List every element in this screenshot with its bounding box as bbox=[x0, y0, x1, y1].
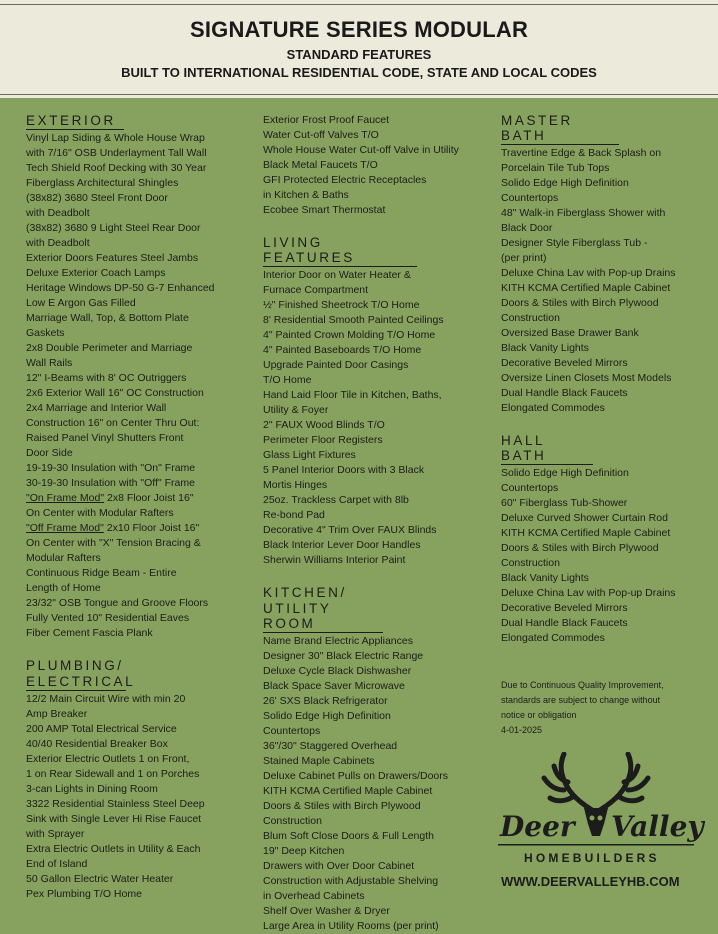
list-item: Decorative 4" Trim Over FAUX Blinds bbox=[263, 524, 437, 536]
header bbox=[0, 0, 718, 98]
list-item: 2x8 Double Perimeter and Marriage bbox=[26, 342, 193, 354]
list-item: On Center with Modular Rafters bbox=[26, 507, 174, 519]
kitchen-title: KITCHEN/ bbox=[263, 585, 347, 600]
list-item: Countertops bbox=[501, 482, 559, 494]
list-item: Designer Style Fiberglass Tub - bbox=[501, 237, 648, 249]
list-item: Utility & Foyer bbox=[263, 404, 329, 416]
list-item: Perimeter Floor Registers bbox=[263, 434, 383, 446]
exterior-list bbox=[26, 131, 254, 491]
column-left bbox=[26, 113, 254, 902]
list-item: Fiberglass Architectural Shingles bbox=[26, 177, 179, 189]
list-item: Tech Shield Roof Decking with 30 Year bbox=[26, 162, 207, 174]
off-frame-mod-link: "Off Frame Mod" bbox=[26, 522, 104, 534]
off-frame-text: 2x10 Floor Joist 16" bbox=[103, 522, 200, 534]
list-item: Raised Panel Vinyl Shutters Front bbox=[26, 432, 184, 444]
list-item: Exterior Frost Proof Faucet bbox=[263, 114, 390, 126]
list-item: 2x4 Marriage and Interior Wall bbox=[26, 402, 167, 414]
list-item: Porcelain Tile Tub Tops bbox=[501, 162, 610, 174]
list-item: ½" Finished Sheetrock T/O Home bbox=[263, 299, 420, 311]
list-item: Black Space Saver Microwave bbox=[263, 680, 405, 692]
on-frame-mod-link: "On Frame Mod" bbox=[26, 492, 105, 504]
list-item: Due to Continuous Quality Improvement, bbox=[501, 680, 664, 690]
list-item: (per print) bbox=[501, 252, 547, 264]
list-item: Countertops bbox=[501, 192, 559, 204]
list-item: Doors & Stiles with Birch Plywood bbox=[263, 800, 421, 812]
list-item: 2" FAUX Wood Blinds T/O bbox=[263, 419, 385, 431]
hall-bath-list bbox=[501, 466, 711, 646]
list-item: 3322 Residential Stainless Steel Deep bbox=[26, 798, 205, 810]
list-item: Construction with Adjustable Shelving bbox=[263, 875, 439, 887]
list-item: 36"/30" Staggered Overhead bbox=[263, 740, 398, 752]
exterior-list-continued bbox=[26, 536, 254, 641]
list-item: Gaskets bbox=[26, 327, 65, 339]
list-item: Designer 30" Black Electric Range bbox=[263, 650, 424, 662]
list-item: Vinyl Lap Siding & Whole House Wrap bbox=[26, 132, 205, 144]
list-item: Solido Edge High Definition bbox=[501, 467, 629, 479]
logo-homebuilders: HOMEBUILDERS bbox=[524, 851, 660, 865]
column-middle bbox=[263, 113, 493, 934]
list-item: Black Vanity Lights bbox=[501, 342, 589, 354]
website-url: WWW.DEERVALLEYHB.COM bbox=[501, 874, 680, 889]
list-item: in Overhead Cabinets bbox=[263, 890, 365, 902]
misc-features-list bbox=[263, 113, 493, 218]
plumbing-list bbox=[26, 692, 254, 902]
list-item: with Deadbolt bbox=[26, 237, 90, 249]
logo-valley: Valley bbox=[611, 810, 704, 843]
list-item: Solido Edge High Definition bbox=[263, 710, 391, 722]
list-item: Exterior Electric Outlets 1 on Front, bbox=[26, 753, 190, 765]
list-item: 19-19-30 Insulation with "On" Frame bbox=[26, 462, 196, 474]
list-item: Blum Soft Close Doors & Full Length bbox=[263, 830, 434, 842]
list-item: 2x6 Exterior Wall 16" OC Construction bbox=[26, 387, 204, 399]
list-item: Ecobee Smart Thermostat bbox=[263, 204, 386, 216]
list-item: with 7/16" OSB Underlayment Tall Wall bbox=[26, 147, 207, 159]
list-item: Solido Edge High Definition bbox=[501, 177, 629, 189]
header-rule-bottom bbox=[0, 94, 718, 95]
list-item: (38x82) 3680 Steel Front Door bbox=[26, 192, 168, 204]
master-bath-title: MASTER BATH bbox=[501, 113, 619, 145]
list-item: Doors & Stiles with Birch Plywood bbox=[501, 542, 659, 554]
list-item: Countertops bbox=[263, 725, 321, 737]
list-item: Furnace Compartment bbox=[263, 284, 369, 296]
list-item: Drawers with Over Door Cabinet bbox=[263, 860, 415, 872]
disclaimer-note bbox=[501, 678, 711, 738]
list-item: Continuous Ridge Beam - Entire bbox=[26, 567, 177, 579]
list-item: standards are subject to change without bbox=[501, 695, 661, 705]
list-item: Black Vanity Lights bbox=[501, 572, 589, 584]
list-item: 12" I-Beams with 8' OC Outriggers bbox=[26, 372, 187, 384]
list-item: Deluxe China Lav with Pop-up Drains bbox=[501, 267, 676, 279]
page-subtitle: STANDARD FEATURES bbox=[286, 47, 432, 62]
list-item: Construction 16" on Center Thru Out: bbox=[26, 417, 200, 429]
list-item bbox=[26, 521, 254, 536]
list-item: Deluxe China Lav with Pop-up Drains bbox=[501, 587, 676, 599]
list-item: Dual Handle Black Faucets bbox=[501, 387, 628, 399]
list-item: 12/2 Main Circuit Wire with min 20 bbox=[26, 693, 186, 705]
list-item: Water Cut-off Valves T/O bbox=[263, 129, 379, 141]
electrical-title: ELECTRICAL bbox=[26, 674, 136, 689]
list-item: Fully Vented 10" Residential Eaves bbox=[26, 612, 190, 624]
list-item: in Kitchen & Baths bbox=[263, 189, 349, 201]
list-item: On Center with "X" Tension Bracing & bbox=[26, 537, 201, 549]
list-item: KITH KCMA Certified Maple Cabinet bbox=[263, 785, 433, 797]
list-item: Construction bbox=[501, 312, 560, 324]
list-item: Name Brand Electric Appliances bbox=[263, 635, 413, 647]
list-item: KITH KCMA Certified Maple Cabinet bbox=[501, 282, 671, 294]
list-item: with Sprayer bbox=[26, 828, 85, 840]
list-item: 25oz. Trackless Carpet with 8lb bbox=[263, 494, 409, 506]
list-item: Length of Home bbox=[26, 582, 101, 594]
list-item: Pex Plumbing T/O Home bbox=[26, 888, 142, 900]
list-item: GFI Protected Electric Receptacles bbox=[263, 174, 427, 186]
list-item: 3-can Lights in Dining Room bbox=[26, 783, 158, 795]
list-item: Large Area in Utility Rooms (per print) bbox=[263, 920, 439, 932]
list-item: notice or obligation bbox=[501, 710, 577, 720]
list-item: 4-01-2025 bbox=[501, 725, 543, 735]
page-title: SIGNATURE SERIES MODULAR bbox=[189, 17, 529, 42]
column-right bbox=[501, 113, 711, 738]
list-item: Exterior Doors Features Steel Jambs bbox=[26, 252, 199, 264]
list-item: 1 on Rear Sidewall and 1 on Porches bbox=[26, 768, 200, 780]
list-item: Marriage Wall, Top, & Bottom Plate bbox=[26, 312, 189, 324]
list-item: Glass Light Fixtures bbox=[263, 449, 356, 461]
living-list bbox=[263, 268, 493, 568]
list-item: End of Island bbox=[26, 858, 88, 870]
list-item: 60" Fiberglass Tub-Shower bbox=[501, 497, 628, 509]
list-item: Deluxe Curved Shower Curtain Rod bbox=[501, 512, 668, 524]
list-item: Travertine Edge & Back Splash on bbox=[501, 147, 662, 159]
list-item: 19" Deep Kitchen bbox=[263, 845, 345, 857]
list-item: Elongated Commodes bbox=[501, 402, 605, 414]
list-item: Black Metal Faucets T/O bbox=[263, 159, 378, 171]
list-item: 48" Walk-in Fiberglass Shower with bbox=[501, 207, 666, 219]
list-item: Elongated Commodes bbox=[501, 632, 605, 644]
list-item: Wall Rails bbox=[26, 357, 73, 369]
list-item: Hand Laid Floor Tile in Kitchen, Baths, bbox=[263, 389, 442, 401]
plumbing-title: PLUMBING/ bbox=[26, 658, 124, 673]
logo-deer: Deer bbox=[500, 810, 575, 843]
hall-bath-title: HALL BATH bbox=[501, 433, 593, 465]
list-item: 30-19-30 Insulation with "Off" Frame bbox=[26, 477, 195, 489]
list-item: 50 Gallon Electric Water Heater bbox=[26, 873, 174, 885]
page-subtitle-codes: BUILT TO INTERNATIONAL RESIDENTIAL CODE, STATE AND LOCAL CODES bbox=[121, 65, 597, 80]
header-rule-top bbox=[0, 4, 718, 5]
list-item bbox=[26, 491, 254, 506]
list-item: Low E Argon Gas Filled bbox=[26, 297, 136, 309]
on-frame-text: 2x8 Floor Joist 16" bbox=[104, 492, 194, 504]
list-item: Whole House Water Cut-off Valve in Utility bbox=[263, 144, 459, 156]
list-item: Deluxe Exterior Coach Lamps bbox=[26, 267, 166, 279]
list-item: Sink with Single Lever Hi Rise Faucet bbox=[26, 813, 202, 825]
list-item: Deluxe Cycle Black Dishwasher bbox=[263, 665, 412, 677]
list-item: Construction bbox=[501, 557, 560, 569]
list-item: 23/32" OSB Tongue and Groove Floors bbox=[26, 597, 209, 609]
list-item: Upgrade Painted Door Casings bbox=[263, 359, 409, 371]
list-item: Modular Rafters bbox=[26, 552, 101, 564]
list-item: Amp Breaker bbox=[26, 708, 88, 720]
list-item: Interior Door on Water Heater & bbox=[263, 269, 411, 281]
list-item: 5 Panel Interior Doors with 3 Black bbox=[263, 464, 425, 476]
living-title: LIVING FEATURES bbox=[263, 235, 417, 267]
list-item: Oversize Linen Closets Most Models bbox=[501, 372, 672, 384]
list-item: Re-bond Pad bbox=[263, 509, 325, 521]
list-item: Stained Maple Cabinets bbox=[263, 755, 375, 767]
list-item: T/O Home bbox=[263, 374, 312, 386]
list-item: 200 AMP Total Electrical Service bbox=[26, 723, 177, 735]
list-item: Construction bbox=[263, 815, 322, 827]
list-item: (38x82) 3680 9 Light Steel Rear Door bbox=[26, 222, 201, 234]
list-item: Oversized Base Drawer Bank bbox=[501, 327, 639, 339]
list-item: Shelf Over Washer & Dryer bbox=[263, 905, 390, 917]
list-item: Decorative Beveled Mirrors bbox=[501, 602, 628, 614]
list-item: with Deadbolt bbox=[26, 207, 90, 219]
kitchen-list bbox=[263, 634, 493, 934]
list-item: Mortis Hinges bbox=[263, 479, 328, 491]
list-item: 4" Painted Baseboards T/O Home bbox=[263, 344, 422, 356]
utility-room-title: UTILITY ROOM bbox=[263, 601, 383, 633]
list-item: Decorative Beveled Mirrors bbox=[501, 357, 628, 369]
list-item: 8' Residential Smooth Painted Ceilings bbox=[263, 314, 444, 326]
list-item: 40/40 Residential Breaker Box bbox=[26, 738, 168, 750]
list-item: Heritage Windows DP-50 G-7 Enhanced bbox=[26, 282, 215, 294]
master-bath-list bbox=[501, 146, 711, 416]
exterior-title: EXTERIOR bbox=[26, 113, 124, 130]
list-item: Extra Electric Outlets in Utility & Each bbox=[26, 843, 201, 855]
list-item: Black Interior Lever Door Handles bbox=[263, 539, 421, 551]
list-item: 26' SXS Black Refrigerator bbox=[263, 695, 388, 707]
list-item: 4" Painted Crown Molding T/O Home bbox=[263, 329, 436, 341]
list-item: Fiber Cement Fascia Plank bbox=[26, 627, 153, 639]
list-item: Deluxe Cabinet Pulls on Drawers/Doors bbox=[263, 770, 448, 782]
list-item: Doors & Stiles with Birch Plywood bbox=[501, 297, 659, 309]
list-item: Black Door bbox=[501, 222, 553, 234]
list-item: Dual Handle Black Faucets bbox=[501, 617, 628, 629]
list-item: Sherwin Williams Interior Paint bbox=[263, 554, 406, 566]
list-item: Door Side bbox=[26, 447, 73, 459]
list-item: KITH KCMA Certified Maple Cabinet bbox=[501, 527, 671, 539]
